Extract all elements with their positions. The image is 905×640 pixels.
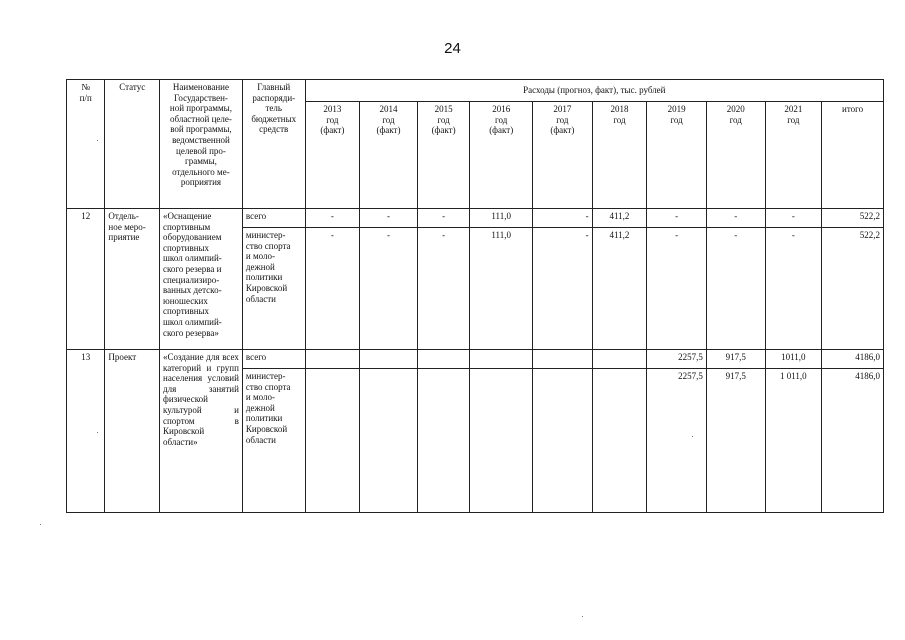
row-status: Проект (105, 350, 160, 513)
value-cell: - (765, 209, 822, 228)
value-cell: - (417, 209, 470, 228)
value-cell: - (533, 209, 593, 228)
value-cell: 522,2 (822, 209, 884, 228)
value-cell: 4186,0 (822, 350, 884, 369)
value-cell: 1011,0 (765, 350, 822, 369)
value-cell: - (706, 209, 765, 228)
value-cell (470, 350, 533, 369)
header-total: итого (822, 102, 884, 209)
scan-speck (97, 432, 98, 433)
page-number: 24 (444, 40, 461, 57)
header-manager: Главный распоряди- тель бюджетных средств (242, 80, 305, 209)
value-cell: 4186,0 (822, 369, 884, 513)
header-status: Статус (105, 80, 160, 209)
value-cell: - (647, 209, 707, 228)
value-cell: - (533, 228, 593, 350)
value-cell (533, 350, 593, 369)
budget-table (66, 79, 884, 513)
value-cell (592, 369, 647, 513)
value-cell (533, 369, 593, 513)
value-cell: 2257,5 (647, 369, 707, 513)
value-cell (305, 350, 360, 369)
scan-speck (582, 616, 583, 617)
scan-speck (97, 140, 98, 141)
value-cell: - (706, 228, 765, 350)
value-cell (360, 369, 418, 513)
value-cell (417, 369, 470, 513)
value-cell: 111,0 (470, 228, 533, 350)
row-manager: министер- ство спорта и моло- дежной политики Кировской области (242, 228, 305, 350)
header-year-2019: 2019 год (647, 102, 707, 209)
row-num: 12 (67, 209, 105, 350)
scan-speck (692, 436, 693, 437)
header-year-2020: 2020 год (706, 102, 765, 209)
value-cell: 411,2 (592, 209, 647, 228)
header-year-2014: 2014 год (факт) (360, 102, 418, 209)
value-cell (305, 369, 360, 513)
row-name: «Создание для всех категорий и групп населения условий для занятий физической культурой и спортом в Кировской области» (160, 350, 243, 513)
header-expenses: Расходы (прогноз, факт), тыс. рублей (305, 80, 883, 102)
value-cell (470, 369, 533, 513)
value-cell: 522,2 (822, 228, 884, 350)
value-cell: - (765, 228, 822, 350)
value-cell: 917,5 (706, 369, 765, 513)
value-cell: 1 011,0 (765, 369, 822, 513)
value-cell (592, 350, 647, 369)
value-cell: - (305, 209, 360, 228)
value-cell: 917,5 (706, 350, 765, 369)
value-cell: 411,2 (592, 228, 647, 350)
header-year-2017: 2017 год (факт) (533, 102, 593, 209)
value-cell: - (417, 228, 470, 350)
header-year-2016: 2016 год (факт) (470, 102, 533, 209)
scan-speck (40, 524, 41, 525)
row-manager: всего (242, 350, 305, 369)
row-manager: министер- ство спорта и моло- дежной политики Кировской области (242, 369, 305, 513)
value-cell (417, 350, 470, 369)
table-row (67, 209, 884, 228)
row-status: Отдель- ное меро- приятие (105, 209, 160, 350)
row-num: 13 (67, 350, 105, 513)
header-row-top (67, 80, 884, 102)
value-cell: 2257,5 (647, 350, 707, 369)
value-cell: - (305, 228, 360, 350)
value-cell: - (360, 228, 418, 350)
header-name: Наименование Государствен- ной программы, областной целе- вой программы, ведомственной целевой про- граммы, отдельного ме- роприятия (160, 80, 243, 209)
header-num: № п/п (67, 80, 105, 209)
value-cell: 111,0 (470, 209, 533, 228)
header-year-2021: 2021 год (765, 102, 822, 209)
value-cell: - (360, 209, 418, 228)
header-year-2015: 2015 год (факт) (417, 102, 470, 209)
header-year-2013: 2013 год (факт) (305, 102, 360, 209)
value-cell: - (647, 228, 707, 350)
header-year-2018: 2018 год (592, 102, 647, 209)
row-manager: всего (242, 209, 305, 228)
value-cell (360, 350, 418, 369)
table-row (67, 350, 884, 369)
row-name: «Оснащение спортивным оборудованием спортивных школ олимпий- ского резерва и специализиро- ванных детско- юношеских спортивных школ олимпий- ского резерва» (160, 209, 243, 350)
